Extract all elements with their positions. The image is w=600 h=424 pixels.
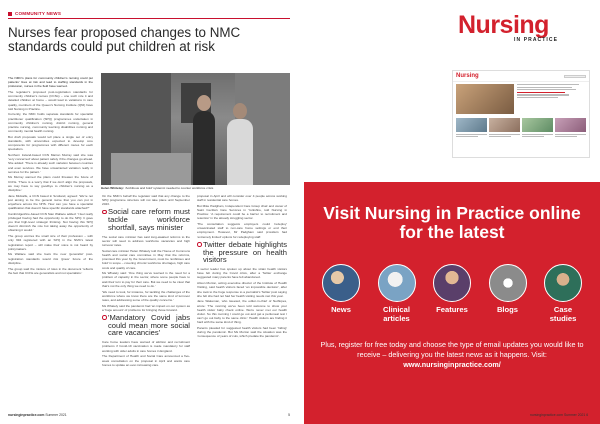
bullet-circle-icon [102, 315, 107, 320]
tile-label: Blogs [496, 305, 519, 314]
tile-case-studies [540, 264, 586, 323]
sub3-para-3: Parents pleaded for suggested health visitors had been 'hiding' during the pandemic. But Ms Morton said the situation was the 'consequence of years of cuts, which predate the pandemic'. [197, 325, 287, 339]
left-footer [8, 413, 290, 417]
article-photo [101, 73, 290, 185]
sub1-para-2: Ms Whately said: 'One thing we've learned is the need for a problem of capacity in the sector, where some people have to wait their turn to pay for their care. But we need to be clear that that's not the only thing we need to do.' [102, 271, 190, 288]
sub1-para-0: The social care minister has said long-awaited reforms to the sector will need to address workforce vacancies and high turnover rates. [102, 234, 190, 248]
logo-word: Nursing [458, 11, 549, 39]
article-column-2 [102, 194, 190, 368]
tile-label: News [331, 305, 351, 314]
footer-site: nursinginpractice.com [8, 413, 45, 417]
bullet-circle-icon [102, 210, 107, 215]
case-studies-photo-icon [544, 264, 582, 302]
sub2-para-0: Care home leaders have warned of attrition and recruitment problems if Covid-19 vaccination is made mandatory for staff working with older adults in care homes in England. [102, 340, 190, 353]
article-column-3 [197, 194, 287, 340]
blogs-photo-icon [489, 264, 527, 302]
subhead-social-care [102, 208, 190, 231]
col3-para-2: 'The consultation suggests employers could 'redeploy' unvaccinated staff to non-care home settings or end their employment. However, Mr Padgham said providers had 'extremely limited' options for redeploying staff. [197, 222, 287, 239]
sub1-para-4: Ms Whately said the pandemic had 'an impact on our system as a 'huge amount' of problems for bringing those forward. [102, 303, 190, 312]
col3-para-1: But Mike Padgham, Independent Care Group chair and owner of Saint Cecilia's Care Services in Yorkshire, told Nursing in Practice: 'A requirement could be a barrier to recruitment and retention' in the already struggling sector. [197, 203, 287, 221]
tile-blogs [485, 264, 531, 323]
footer-page-number: 6 [586, 413, 589, 417]
footer-issue: Summer 2021 [45, 413, 67, 417]
col1-para-2: Currently, the NMC holds separate standards for specialist practitioner qualification (SPQ) programmes undertaken in community children's nursing, district nursing, general practice nursing, community learning disabilities nursing and community mental health nursing. [8, 112, 93, 134]
caption-name: Helen Whiteley: [101, 186, 125, 190]
section-label: COMMUNITY NEWS [15, 11, 62, 16]
promo-url-link[interactable]: www.nursinginpractice.com/ [403, 360, 501, 369]
features-photo-icon [433, 264, 471, 302]
website-screenshot-image: Nursing [452, 70, 590, 158]
nursing-in-practice-logo [458, 11, 588, 43]
tile-label: Features [436, 305, 468, 314]
caption-text: 'Ambitious and bold' systemic needed to counter workforce crisis [124, 186, 214, 190]
col1-para-8: The group worries the small size of their profession – with only 994 registered with an SPQ in the NMC's latest registration report – will make their voice is not heard by policymakers. [8, 234, 93, 251]
section-tag [8, 11, 61, 16]
promo-text [316, 340, 588, 370]
promo-banner [304, 182, 600, 424]
photo-caption [101, 187, 290, 191]
subhead-twitter-debate [197, 241, 287, 264]
subhead-covid-jabs-text: 'Mandatory Covid jabs could mean more social care vacancies' [108, 312, 190, 338]
page-headline: Nurses fear proposed changes to NMC standards could put children at risk [8, 25, 241, 54]
promo-body: Plus, register for free today and choose the type of email updates you would like to receive – delivering you the latest news as it happens. [320, 340, 584, 359]
sub3-para-2: Jane Wakeman, who tweeted, the editor-in-chief of Netflopes, wrote: 'The morning we've been told welcome to show your health visitor baby check online. We're never met our health visitor. So this morning I could go out and get a peritoneal test I can't go out baby to the same clinic.' Health visitors are finding it hard with the same kind of thing. [197, 299, 287, 325]
tile-features [429, 264, 475, 323]
tile-news [318, 264, 364, 323]
article-column-1 [8, 76, 93, 276]
tile-clinical-articles [374, 264, 420, 323]
right-page [304, 0, 600, 424]
footer-page-number: 5 [288, 413, 290, 417]
col1-para-7: Cambridgeshire-based CCN Sian Wallace added: 'I feel really privileged having had the opportunity to do the SPQ. It gave you that high-level strategic thinking. Not having this SPQ doesn't diminish the role but taking away the opportunity of obtaining it would.' [8, 211, 93, 233]
clinical-photo-icon [378, 264, 416, 302]
col1-para-3: But draft proposals would tell place a single set of entry standards, with universities expected to develop core components for programmes with different routes for each specialism. [8, 134, 93, 152]
col1-para-10: The group said the mixture of roles in the document 'reflects the fact that CCNs are generalists and not specialists.' [8, 266, 93, 275]
promo-visit: Visit: [531, 350, 547, 359]
sub3-para-1: Alison Morton, acting executive director of the Institute of Health Visiting, said health visitors faced 'an impossible decision', after she took to the huge response to a journalist's Twitter post saying she felt she had not had her health visiting needs met this year. [197, 281, 287, 298]
col2-intro: On the NMC's behalf the regulator said that any change to the SPQ programme structure will not take place until September 2023. [102, 194, 190, 207]
col1-para-9: Ms Wallace said she feels the new 'generalist' post-registration standards would risk 'grave' future of the discipline. [8, 252, 93, 265]
footer-site: nursinginpractice.com [530, 413, 563, 417]
section-rule [8, 18, 290, 19]
sub1-para-3: 'We need to look, for instance, for tackling the challenges of the workforce where we know there are the same kind of turnover rates, and addressing some of the quality concerns.' [102, 289, 190, 302]
col1-para-6: Jane Midcalfe, a CCN based in Scotland, agreed: 'We're not just aiming to be the general nurse that you can put in anywhere across the NHS. How can you have a specialist qualification that doesn't have specific standards attached?' [8, 193, 93, 211]
section-square-icon [8, 12, 12, 16]
promo-tiles [318, 264, 586, 323]
col1-para-4: Northern Ireland-based CCN Marion Murray said she was 'very concerned' about patient safety if the changes go ahead. She added: 'There is already such variation between counties and even services. We have unwarranted variation really in services for the patient.' [8, 153, 93, 174]
promo-title: Visit Nursing in Practice online for the latest [323, 203, 581, 242]
right-footer [530, 413, 588, 417]
col1-para-5: Ms Murray warned the plans could threaten the future of CCNs. 'There is a worry that if we don't align the proposals, we may have to say goodbye to children's nursing as a discipline.' [8, 175, 93, 192]
col3-para-0: proposal in April and will consider over 4 people across working staff in residential care homes. [197, 194, 287, 203]
footer-issue: Summer 2021 [563, 413, 586, 417]
sub2-para-1: The Department of Health and Social Care announced a five-week consultation on the proposal in April and wants care homes to update an ever-increasing care. [102, 354, 190, 367]
sub3-para-0: A sector leader has spoken up about the strain health visitors have felt during the Covid crisis, after a Twitter exchange suggested many parents have felt abandoned. [197, 267, 287, 280]
col1-para-1: The regulator's proposed post-registration standards for community children's nurses (CCNs) – one such role it and detailed children at home – would lead to variations in care quality, members of the Queen's Nursing Institute (QNI) have told Nursing in Practice. [8, 90, 93, 111]
tile-label: Clinical articles [382, 305, 410, 323]
subhead-covid-jabs [102, 314, 190, 337]
subhead-social-care-text: Social care reform must tackle workforce shortfall, says minister [108, 207, 190, 233]
tile-label: Case studies [549, 305, 577, 323]
left-page [0, 0, 296, 424]
news-photo-icon [322, 264, 360, 302]
subhead-twitter-debate-text: Twitter debate highlights the pressure on health visitors [203, 239, 287, 265]
logo-subtitle: IN PRACTICE [514, 37, 559, 43]
sub1-para-1: Social care minister Helen Whately told the House of Commons health and social care committee in May that the reforms, promised this year by the Government, must be 'ambitious and bold' in scope – covering chronic workforce shortages, high care costs and quality of care. [102, 248, 190, 270]
bullet-circle-icon [197, 242, 202, 247]
col1-para-0: The NMC's plans for community children's nursing could put patients' lives at risk and lead to staffing standards in the profession, nurses in the field have warned. [8, 76, 93, 89]
